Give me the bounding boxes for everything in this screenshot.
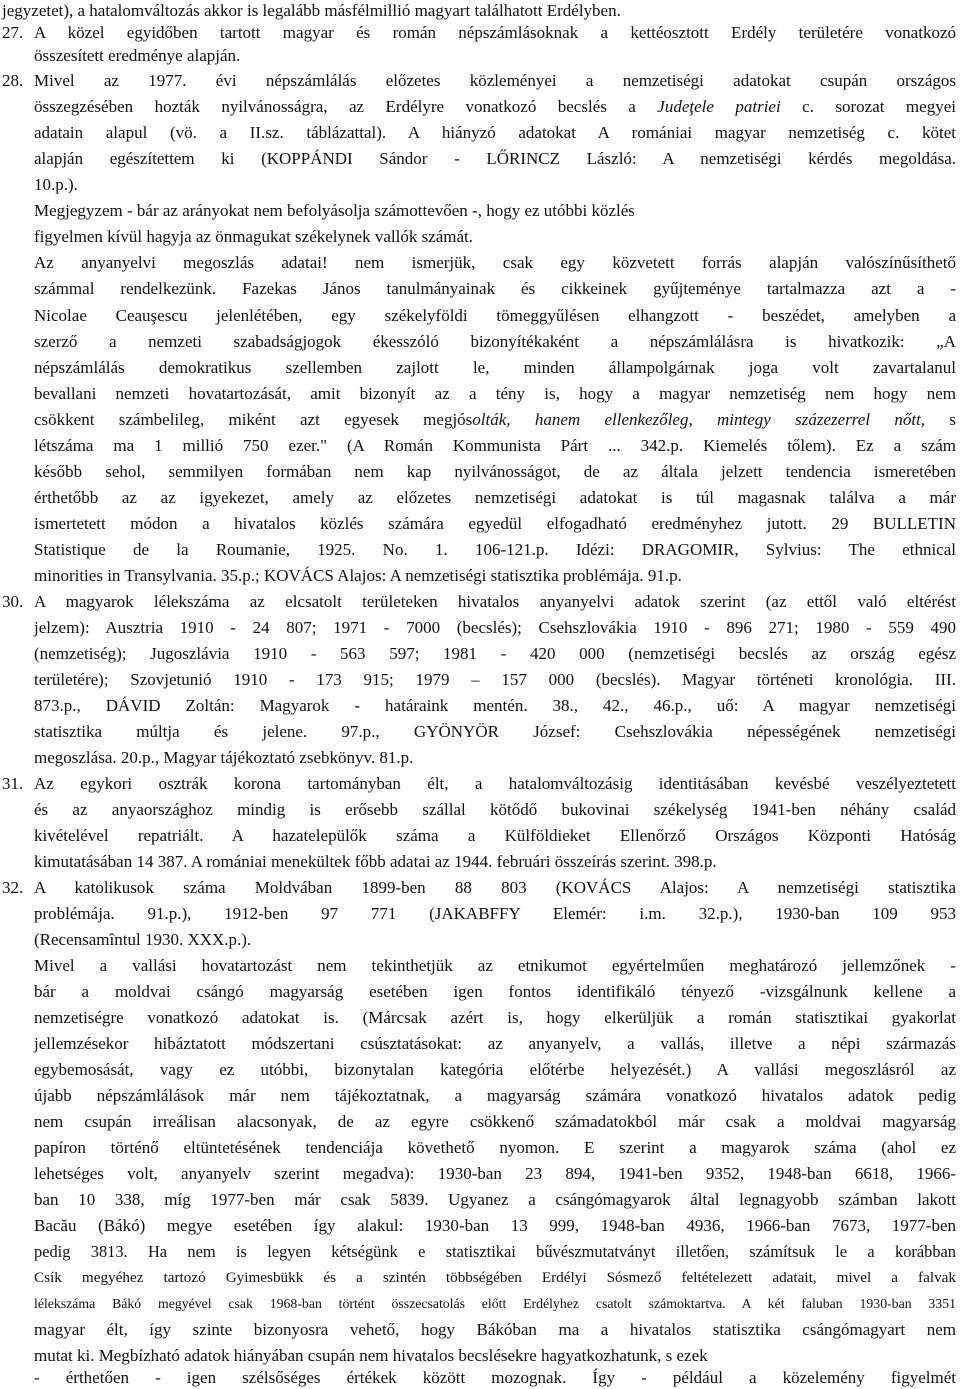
text-line: problémája. 91.p.), 1912-ben 97 771 (JAKABFFY Elemér: i.m. 32.p.), 1930-ban 109 953 [34, 904, 956, 923]
footnote-number-28: 28. [2, 71, 24, 90]
text-line: érthetőbb az az igyekezet, amely az előzetes nemzetiségi adatokat is túl magasnak találva a már [34, 488, 956, 507]
footnote-number-31: 31. [2, 774, 24, 793]
text-line: ban 10 338, míg 1977-ben már csak 5839. Ugyanez a csángómagyarok által legnagyobb számban lakott [34, 1190, 956, 1209]
text-line: szerző a nemzeti szabadságjogok ékesszóló bizonyítékaként a népszámlálásra is hivatkozik: „A [34, 332, 956, 351]
text-line: magyar élt, így szinte bizonyosra vehető, hogy Bákóban ma a hivatalos statisztika csángómagyart nem [34, 1320, 956, 1339]
text-line: A közel egyidőben tartott magyar és román népszámlásoknak a kettéosztott Erdély területére vonatkozó [34, 23, 956, 42]
text-line: egybemosását, vagy ez utóbbi, bizonytalan kategória előtérbe helyezését.) A vallási megoszlásról az [34, 1060, 956, 1079]
text-line: alapján egészítettem ki (KOPPÁNDI Sándor - LŐRINCZ László: A nemzetiségi kérdés megoldása. [34, 149, 956, 168]
text-line: (Recensamîntul 1930. XXX.p.). [34, 930, 252, 949]
text-line: újabb népszámlálások már nem tájékoztatnak, a magyarság számára vonatkozó hivatalos adatok pedig [34, 1086, 956, 1105]
text-line: (nemzetiség); Jugoszlávia 1910 - 563 597; 1981 - 420 000 (nemzetiségi becslés az ország egész [34, 644, 956, 663]
text-line: lehetséges volt, anyanyelv szerint megadva): 1930-ban 23 894, 1941-ben 9352, 1948-ban 6618, 1966- [34, 1164, 956, 1183]
text-line: összegzésében hozták nyilvánosságra, az Erdélyre vonatkozó becslés a Judeţele patriei c. sorozat megyei [34, 97, 956, 116]
text-line: adatain alapul (vö. a II.sz. táblázattal). A hiányzó adatokat A romániai magyar nemzetiség c. kötet [34, 123, 956, 142]
text-line: területére); Szovjetunió 1910 - 173 915; 1979 – 157 000 (becslés). Magyar történeti kronológia. III. [34, 670, 956, 689]
text-line: létszáma ma 1 millió 750 ezer." (A Román Kommunista Párt ... 342.p. Kiemelés tőlem). Ez a szám [34, 436, 956, 455]
text-line: népszámlálás demokratikus szellemben zajlott le, minden állampolgárnak joga volt zavartalanul [34, 358, 956, 377]
text-line: Bacău (Bákó) megye esetében így alakul: 1930-ban 13 999, 1948-ban 4936, 1966-ban 7673, 1977-ben [34, 1216, 956, 1235]
footnote-number-27: 27. [2, 23, 24, 42]
text-line: 873.p., DÁVID Zoltán: Magyarok - határaink mentén. 38., 42., 46.p., uő: A magyar nemzetiségi [34, 696, 956, 715]
text-line: Az anyanyelvi megoszlás adatai! nem ismerjük, csak egy közvetett forrás alapján valószínűsíthető [34, 253, 956, 272]
text-line: Statistique de la Roumanie, 1925. No. 1. 106-121.p. Idézi: DRAGOMIR, Sylvius: The ethnical [34, 540, 956, 559]
text-line: statisztika múltja és jelene. 97.p., GYÖNYÖR József: Csehszlovákia népességének nemzetiségi [34, 722, 956, 741]
text-line: Az egykori osztrák korona tartományban élt, a hatalomváltozásig identitásában kevésbé veszélyeztetett [34, 774, 956, 793]
text-line: bár a moldvai csángó magyarság esetében igen fontos identifikáló tényező -vizsgálnunk kellene a [34, 982, 956, 1001]
text-line: bevallani nemzeti hovatartozását, amit bizonyít az a tény is, hogy a magyar nemzetiség nem hogy nem [34, 384, 956, 403]
text-line: Mivel a vallási hovatartozást nem tekinthetjük az etnikumot egyértelműen meghatározó jellemzőnek - [34, 956, 956, 975]
italic-quote: olták, hanem ellenkezőleg, mintegy százezerrel nőtt, [472, 410, 926, 429]
footnote-number-30: 30. [2, 592, 24, 611]
text-line: ismertetett módon a hivatalos közlés számára egyedül elfogadható eredményhez jutott. 29 BULLETIN [34, 514, 956, 533]
text-line: A magyarok lélekszáma az elcsatolt területeken hivatalos anyanyelvi adatok szerint (az ettől való eltérést [34, 592, 956, 611]
text-line: papíron történő eltüntetésének tendenciája követhető nyomon. E szerint a magyarok száma (ahol ez [34, 1138, 956, 1157]
text-line: összesített eredménye alapján. [34, 46, 241, 65]
footnote-number-32: 32. [2, 878, 24, 897]
italic-title: Judeţele patriei [657, 97, 781, 116]
text-line: jegyzetet), a hatalomváltozás akkor is legalább másfélmillió magyart találhatott Erdélyben. [2, 1, 621, 20]
text-line: lélekszáma Bákó megyével csak 1968-ban történt összecsatolás előtt Erdélyhez csatolt számoktartva. A két faluban 1930-ban 3351 [34, 1296, 956, 1311]
text-line: később sehol, semmilyen formában nem kap nyilvánosságot, de az általa jelzett tendencia ismeretében [34, 462, 956, 481]
text-line: és az anyaországhoz mindig is erősebb szállal kötődő bukovinai székelység 1941-ben néhány család [34, 800, 956, 819]
text-line: Csík megyéhez tartozó Gyimesbükk és a szintén többségében Erdélyi Sósmező feltételezett adatait, mivel a falvak [34, 1269, 956, 1286]
text-line: megoszlása. 20.p., Magyar tájékoztató zsebkönyv. 81.p. [34, 748, 414, 767]
text-line: Mivel az 1977. évi népszámlálás előzetes közleményei a nemzetiségi adatokat csupán országos [34, 71, 956, 90]
text-line: csökkent számbelileg, miként azt egyesek megjósolták, hanem ellenkezőleg, mintegy százezerrel nőtt, s [34, 410, 956, 429]
text-line: kivételével repatriált. A hazatelepülők száma a Külföldieket Ellenőrző Országos Központi Hatóság [34, 826, 956, 845]
text-line: minorities in Transylvania. 35.p.; KOVÁCS Alajos: A nemzetiségi statisztika problémája. 91.p. [34, 566, 682, 585]
text-line: figyelmen kívül hagyja az önmagukat székelynek vallók számát. [34, 227, 474, 246]
text-line: - érthetően - igen szélsőséges értékek között mozognak. Így - például a közelemény figyelmét [34, 1368, 956, 1387]
text-line: kimutatásában 14 387. A romániai menekültek főbb adatai az 1944. februári összeírás szerint. 398.p. [34, 852, 717, 871]
text-line: jelzem): Ausztria 1910 - 24 807; 1971 - 7000 (becslés); Csehszlovákia 1910 - 896 271; 1980 - 559 490 [34, 618, 956, 637]
text-line: nem csupán irreálisan alacsonyak, de az egyre csökkenő számadatokból már csak a moldvai magyarság [34, 1112, 956, 1131]
text-line: jellemzésekor hibáztatott módszertani csúsztatásokat: az anyanyelv, a vallás, illetve a népi származás [34, 1034, 956, 1053]
text-line: pedig 3813. Ha nem is legyen kétségünk e statisztikai bűvészmutatványt illetően, számítsuk le a korábban [34, 1242, 956, 1261]
text-line: számmal rendelkezünk. Fazekas János tanulmányainak és cikkeinek gyűjteménye tartalmazza azt a - [34, 279, 956, 298]
text-line: Nicolae Ceauşescu jelenlétében, egy székelyföldi tömeggyűlésen elhangzott - beszédet, amelyben a [34, 306, 956, 325]
text-line: mutat ki. Megbízható adatok hiányában csupán nem hivatalos becslésekre hagyatkozhatunk, s ezek [34, 1346, 708, 1365]
text-line: Megjegyzem - bár az arányokat nem befolyásolja számottevően -, hogy ez utóbbi közlés [34, 201, 635, 220]
text-line: nemzetiségre vonatkozó adatokat is. (Márcsak azért is, hogy elkerüljük a román statisztikai gyakorlat [34, 1008, 956, 1027]
text-line: 10.p.). [34, 175, 78, 194]
text-line: A katolikusok száma Moldvában 1899-ben 88 803 (KOVÁCS Alajos: A nemzetiségi statisztika [34, 878, 956, 897]
